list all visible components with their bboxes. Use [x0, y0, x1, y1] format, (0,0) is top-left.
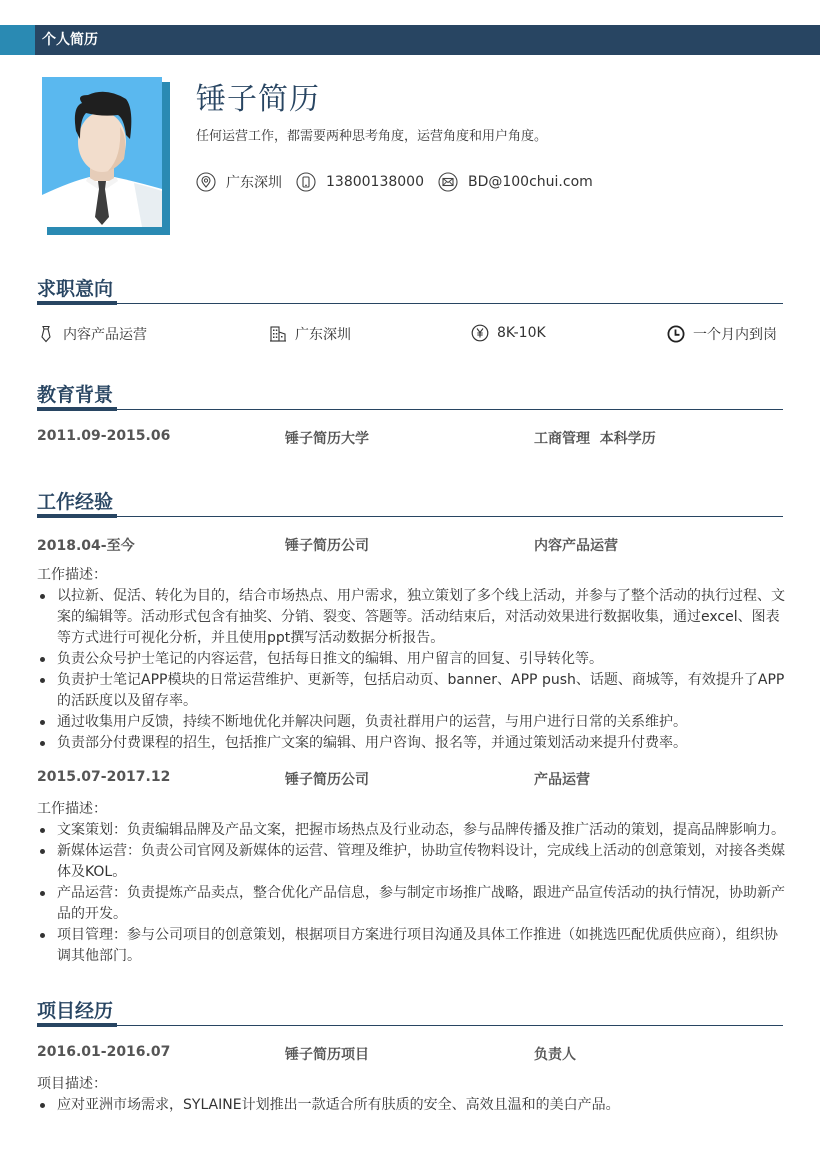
contact-email	[438, 172, 593, 192]
contact-location	[196, 172, 282, 192]
list-item: 文案策划：负责编辑品牌及产品文案，把握市场热点及行业动态，参与品牌传播及推广活动的策划，提高品牌影响力。	[37, 820, 785, 841]
project-role: 负责人	[534, 1047, 576, 1063]
section-divider	[37, 409, 783, 410]
section-divider	[37, 1025, 783, 1026]
list-item: 负责护士笔记APP模块的日常运营维护、更新等，包括启动页、banner、APP push、话题、商城等，有效提升了APP的活跃度以及留存率。	[37, 670, 785, 712]
list-item: 新媒体运营：负责公司官网及新媒体的运营、管理及维护，协助宣传物料设计，完成线上活动的创意策划，对接各类媒体及KOL。	[37, 841, 785, 883]
candidate-motto: 任何运营工作，都需要两种思考角度，运营角度和用户角度。	[196, 129, 548, 144]
work-role: 内容产品运营	[534, 538, 618, 554]
project-desc-label: 项目描述：	[37, 1076, 107, 1092]
education-major: 工商管理 本科学历	[534, 431, 656, 447]
contact-email-text: BD@100chui.com	[467, 174, 593, 190]
contact-location-text: 广东深圳	[226, 175, 282, 191]
work-desc-label: 工作描述：	[37, 567, 107, 583]
mail-icon	[438, 172, 458, 192]
education-school: 锤子简历大学	[285, 431, 369, 447]
phone-icon	[296, 172, 316, 192]
project-period: 2016.01-2016.07	[37, 1044, 171, 1060]
intent-position	[37, 324, 147, 344]
intent-city-text: 广东深圳	[295, 327, 351, 343]
job-intent-row	[37, 324, 783, 348]
contact-phone-text: 13800138000	[326, 174, 424, 190]
intent-availability-text: 一个月内到岗	[693, 327, 777, 343]
work-role: 产品运营	[534, 772, 590, 788]
education-entry	[37, 428, 783, 448]
work-bullets	[37, 820, 785, 967]
project-bullets	[37, 1095, 785, 1116]
intent-position-text: 内容产品运营	[63, 327, 147, 343]
list-item: 以拉新、促活、转化为目的，结合市场热点、用户需求，独立策划了多个线上活动，并参与了整个活动的执行过程、文案的编辑等。活动形式包含有抽奖、分销、裂变、答题等。活动结束后，对活动效果进行数据收集，通过excel、图表等方式进行可视化分析，并且使用ppt撰写活动数据分析报告。	[37, 586, 785, 649]
project-name: 锤子简历项目	[285, 1047, 369, 1063]
location-icon	[196, 172, 216, 192]
avatar	[42, 77, 162, 227]
work-entry-header	[37, 769, 783, 789]
header-title: 个人简历	[42, 32, 98, 48]
project-entry-header	[37, 1044, 783, 1064]
section-title-work: 工作经验	[37, 491, 114, 513]
work-desc-label: 工作描述：	[37, 801, 107, 817]
yen-icon	[471, 324, 489, 342]
building-icon	[269, 325, 287, 343]
work-period: 2015.07-2017.12	[37, 769, 171, 785]
tie-icon	[37, 325, 55, 343]
contact-list	[196, 172, 607, 192]
list-item: 负责部分付费课程的招生，包括推广文案的编辑、用户咨询、报名等，并通过策划活动来提升付费率。	[37, 733, 785, 754]
candidate-name: 锤子简历	[196, 82, 320, 117]
list-item: 负责公众号护士笔记的内容运营，包括每日推文的编辑、用户留言的回复、引导转化等。	[37, 649, 785, 670]
list-item: 通过收集用户反馈，持续不断地优化并解决问题，负责社群用户的运营，与用户进行日常的关系维护。	[37, 712, 785, 733]
list-item: 产品运营：负责提炼产品卖点，整合优化产品信息，参与制定市场推广战略，跟进产品宣传活动的执行情况，协助新产品的开发。	[37, 883, 785, 925]
education-period: 2011.09-2015.06	[37, 428, 171, 444]
work-company: 锤子简历公司	[285, 538, 369, 554]
list-item: 应对亚洲市场需求，SYLAINE计划推出一款适合所有肤质的安全、高效且温和的美白产品。	[37, 1095, 785, 1116]
intent-city	[269, 324, 351, 344]
section-divider	[37, 303, 783, 304]
work-bullets	[37, 586, 785, 754]
section-title-intent: 求职意向	[37, 278, 114, 300]
work-entry-header	[37, 535, 783, 555]
section-divider	[37, 516, 783, 517]
intent-availability	[667, 324, 777, 344]
section-title-education: 教育背景	[37, 384, 114, 406]
work-company: 锤子简历公司	[285, 772, 369, 788]
header-bar	[0, 25, 820, 55]
work-period: 2018.04-至今	[37, 538, 135, 554]
header-accent	[0, 25, 35, 55]
clock-icon	[667, 325, 685, 343]
list-item: 项目管理：参与公司项目的创意策划，根据项目方案进行项目沟通及具体工作推进（如挑选匹配优质供应商），组织协调其他部门。	[37, 925, 785, 967]
intent-salary	[471, 324, 546, 342]
avatar-illustration-icon	[42, 77, 162, 227]
intent-salary-text: 8K-10K	[497, 325, 546, 341]
section-title-projects: 项目经历	[37, 1000, 114, 1022]
contact-phone	[296, 172, 424, 192]
